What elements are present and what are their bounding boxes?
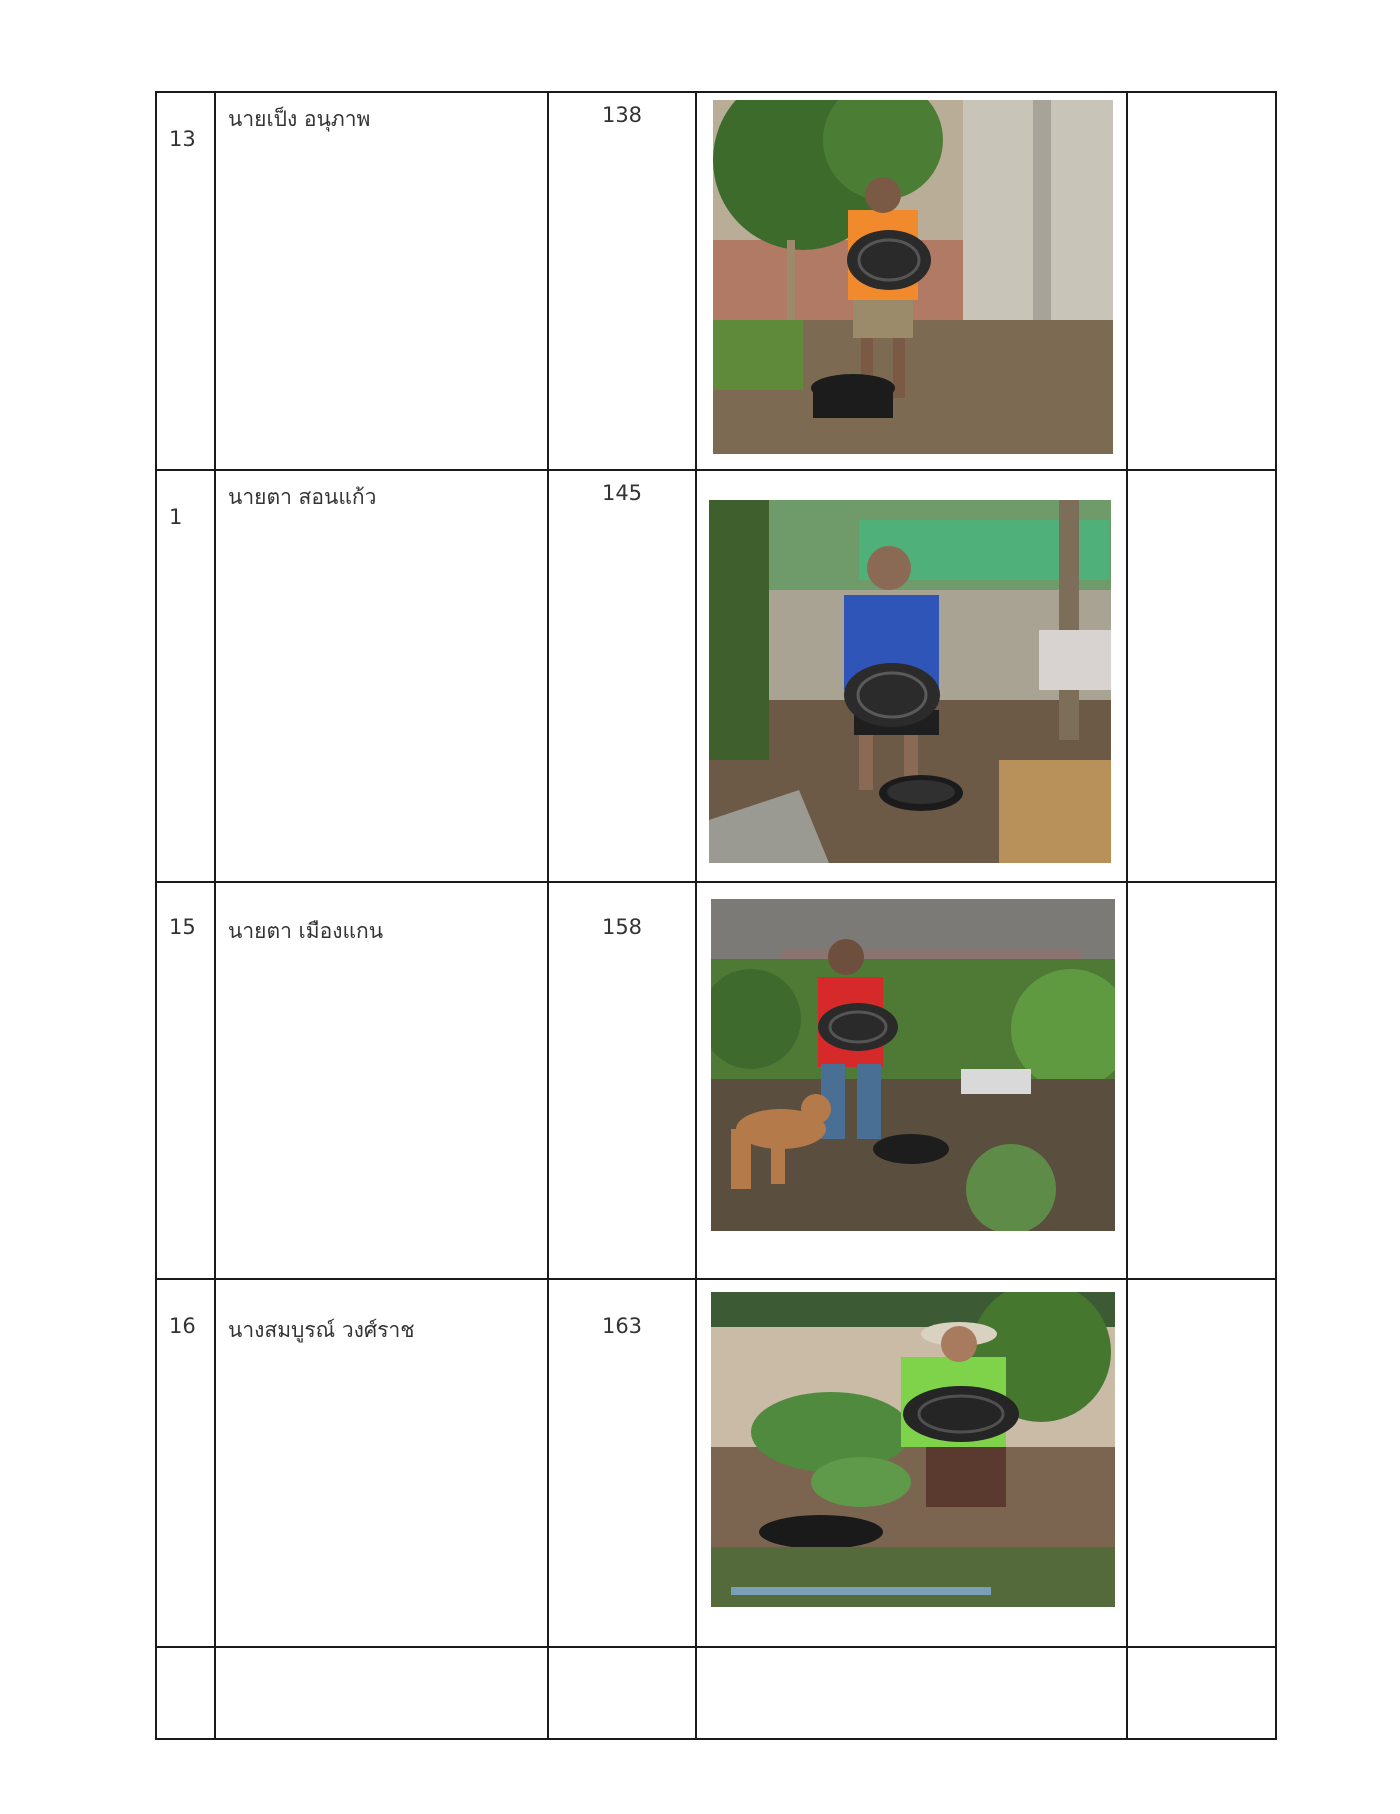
photo-cell: [696, 92, 1127, 470]
name-cell: [215, 882, 548, 1279]
remark-cell: [1127, 470, 1276, 882]
name-cell: [215, 92, 548, 470]
house-number: 138: [601, 103, 643, 127]
table-row: [156, 1647, 1276, 1739]
remark-cell: [1127, 1647, 1276, 1739]
row-number-cell: [156, 882, 215, 1279]
row-number-cell: [156, 1279, 215, 1647]
number-cell: [548, 470, 696, 882]
row-number: 13: [169, 127, 196, 151]
table-row: [156, 470, 1276, 882]
person-name: นายตา สอนแก้ว: [228, 485, 377, 509]
name-cell: [215, 1279, 548, 1647]
remark-cell: [1127, 1279, 1276, 1647]
row-number: 1: [169, 505, 183, 529]
remark-cell: [1127, 882, 1276, 1279]
row-number: 15: [169, 915, 196, 939]
photo-cell: [696, 1279, 1127, 1647]
person-name: นายตา เมืองแกน: [228, 919, 384, 943]
photo-person-with-bin: [711, 899, 1115, 1231]
photo-cell: [696, 470, 1127, 882]
table-row: [156, 92, 1276, 470]
person-name: นางสมบูรณ์ วงศ์ราช: [228, 1318, 415, 1342]
house-number: [549, 1648, 695, 1658]
row-number-cell: [156, 92, 215, 470]
photo-person-with-bin: [711, 1292, 1115, 1607]
row-number-cell: [156, 470, 215, 882]
table-row: [156, 1279, 1276, 1647]
remark-cell: [1127, 92, 1276, 470]
table-row: [156, 882, 1276, 1279]
person-name: [216, 1648, 547, 1658]
record-table: [155, 91, 1277, 1740]
name-cell: [215, 1647, 548, 1739]
number-cell: [548, 1647, 696, 1739]
photo-person-with-bin: [709, 500, 1111, 863]
house-number: 163: [601, 1314, 643, 1338]
house-number: 158: [601, 915, 643, 939]
person-name: นายเป็ง อนุภาพ: [228, 107, 371, 131]
photo-cell: [696, 882, 1127, 1279]
row-number-cell: [156, 1647, 215, 1739]
name-cell: [215, 470, 548, 882]
photo-person-with-bin: [713, 100, 1113, 454]
house-number: 145: [601, 481, 643, 505]
photo-cell: [696, 1647, 1127, 1739]
number-cell: [548, 882, 696, 1279]
number-cell: [548, 1279, 696, 1647]
row-number: 16: [169, 1314, 196, 1338]
number-cell: [548, 92, 696, 470]
